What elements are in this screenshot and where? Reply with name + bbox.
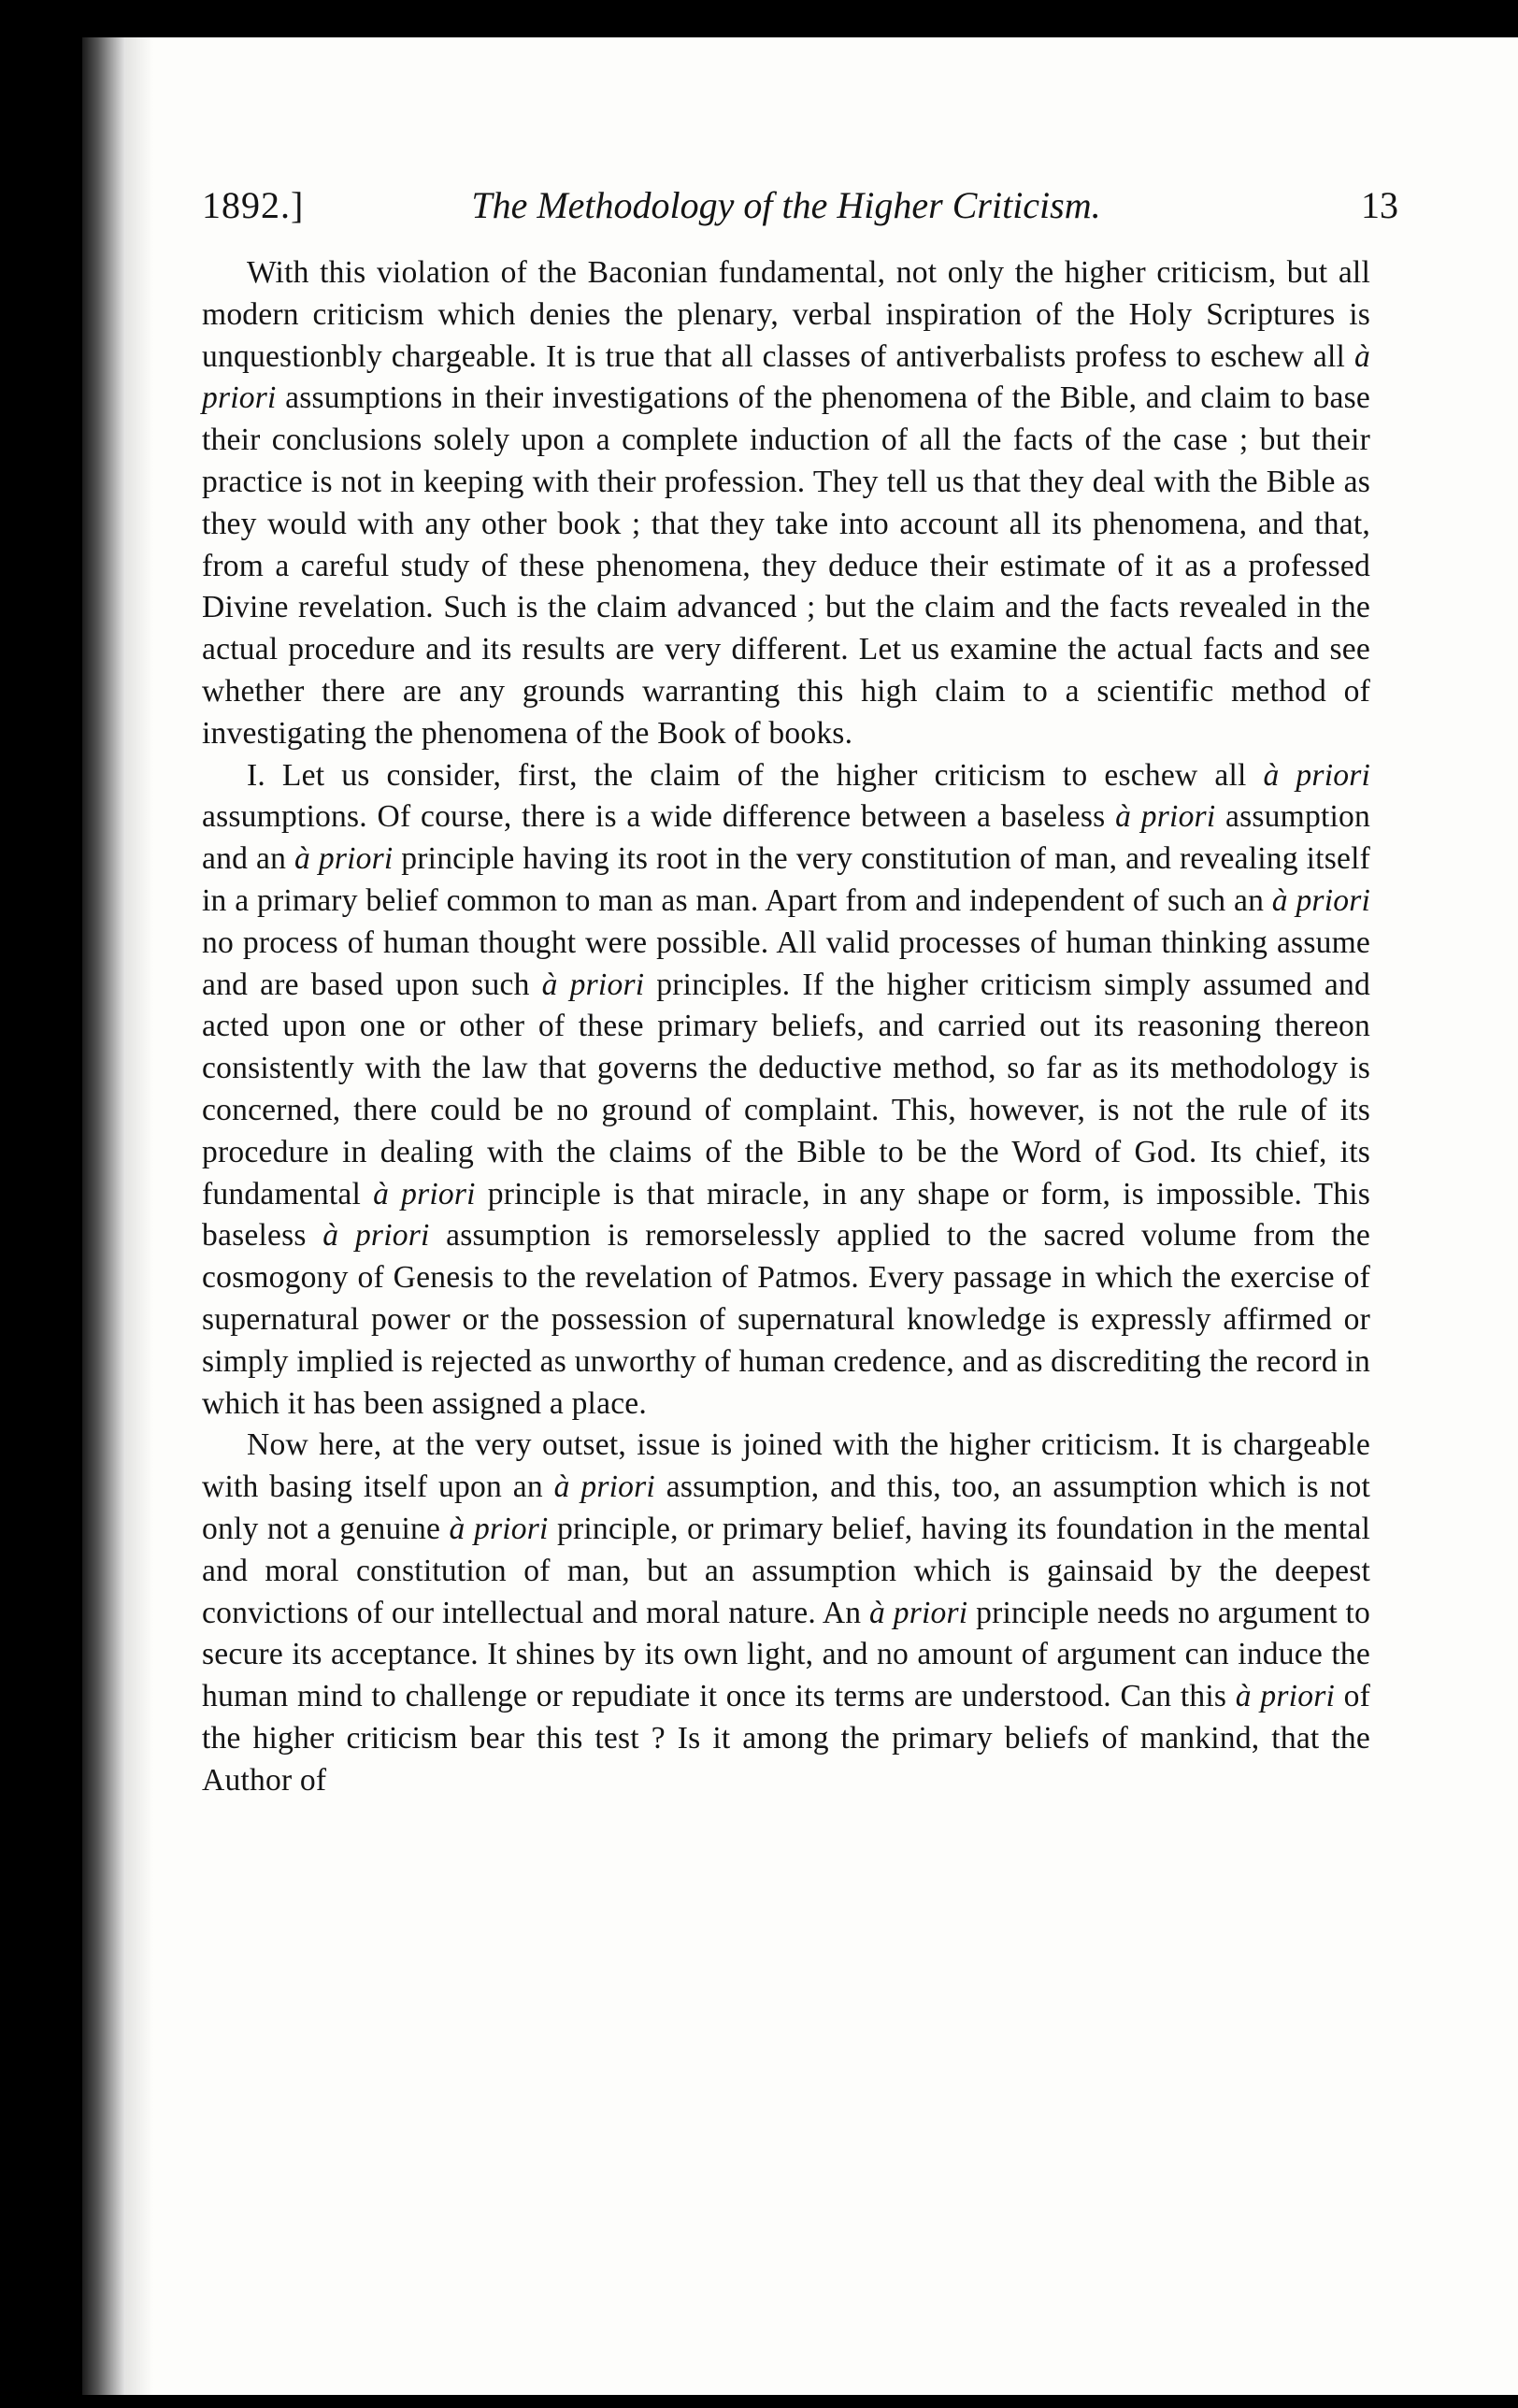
text-run: assumptions. Of course, there is a wide difference between a baseless: [202, 799, 1116, 835]
text-run: principle having its root in the very constitution of man, and revealing itself in a primary belief common to man as man. Apart from and independent of such an: [202, 841, 1370, 918]
running-head-year: 1892.]: [202, 184, 305, 226]
italic-term: à priori: [1115, 799, 1216, 835]
italic-term: à priori: [869, 1595, 968, 1630]
text-run: Now here, at the very outset, issue is joined with the higher criticism. It is chargeable with basing itself upon an: [202, 1427, 1370, 1505]
text-run: assumption is remorselessly applied to the sacred volume from the cosmogony of Genesis to the revelation of Patmos. Every passage in which the exercise of supernatural power or the possession of supernatural knowledge is expressly affirmed or simply implied is rejected as unworthy of human credence, and as discrediting the record in which it has been assigned a place.: [202, 1218, 1371, 1421]
text-run: I. Let us consider, first, the claim of the higher criticism to eschew all: [247, 757, 1264, 793]
italic-term: à priori: [373, 1176, 476, 1211]
text-run: assumption and an: [202, 799, 1371, 877]
paragraph: [202, 1425, 1370, 1801]
italic-term: à priori: [202, 338, 1370, 416]
paragraph: [202, 252, 1370, 755]
text-run: principle is that miracle, in any shape or form, is impossible. This baseless: [202, 1176, 1371, 1254]
running-head-title: The Methodology of the Higher Criticism.: [471, 184, 1101, 226]
text-run: principles. If the higher criticism simply assumed and acted upon one or other of these primary beliefs, and carried out its reasoning thereon consistently with the law that governs the deductive method, so far as its methodology is concerned, there could be no ground of complaint. This, however, is not the rule of its procedure in dealing with the claims of the Bible to be the Word of God. Its chief, its fundamental: [202, 967, 1370, 1211]
paragraph: [202, 755, 1370, 1426]
italic-term: à priori: [1263, 757, 1371, 793]
book-page: [82, 37, 1518, 2395]
text-run: With this violation of the Baconian fundamental, not only the higher criticism, but all modern criticism which denies the plenary, verbal inspiration of the Holy Scriptures is unquestionbly chargeable. It is true that all classes of antiverbalists profess to eschew all: [202, 255, 1370, 374]
text-run: no process of human thought were possible. All valid processes of human thinking assume and are based upon such: [202, 924, 1370, 1002]
italic-term: à priori: [322, 1218, 430, 1254]
italic-term: à priori: [1271, 882, 1371, 918]
italic-term: à priori: [553, 1469, 655, 1505]
gutter-fade: [125, 37, 153, 2395]
running-head: [202, 168, 1398, 243]
page-number: 13: [1361, 184, 1398, 226]
binding-gutter-shadow: [82, 37, 125, 2395]
italic-term: à priori: [449, 1511, 549, 1546]
italic-term: à priori: [541, 967, 645, 1002]
text-run: principle, or primary belief, having its foundation in the mental and moral constitution of man, but an assumption which is gainsaid by the deepest convictions of our intellectual and moral nature. An: [202, 1511, 1370, 1630]
text-run: assumption, and this, too, an assumption which is not only not a genuine: [202, 1469, 1371, 1546]
text-block: [202, 168, 1398, 1801]
italic-term: à priori: [294, 841, 394, 877]
text-run: assumptions in their investigations of the phenomena of the Bible, and claim to base their conclusions solely upon a complete induction of all the facts of the case ; but their practice is not in keeping with their profession. They tell us that they deal with the Bible as they would with any other book ; that they take into account all its phenomena, and that, from a careful study of these phenomena, they deduce their estimate of it as a professed Divine revelation. Such is the claim advanced ; but the claim and the facts revealed in the actual procedure and its results are very different. Let us examine the actual facts and see whether there are any grounds warranting this high claim to a scientific method of investigating the phenomena of the Book of books.: [202, 380, 1370, 751]
text-run: principle needs no argument to secure its acceptance. It shines by its own light, and no amount of argument can induce the human mind to challenge or repudiate it once its terms are understood. Can this: [202, 1595, 1370, 1714]
italic-term: à priori: [1235, 1679, 1335, 1714]
text-run: of the higher criticism bear this test ? Is it among the primary beliefs of mankind, that the Author of: [202, 1679, 1371, 1798]
